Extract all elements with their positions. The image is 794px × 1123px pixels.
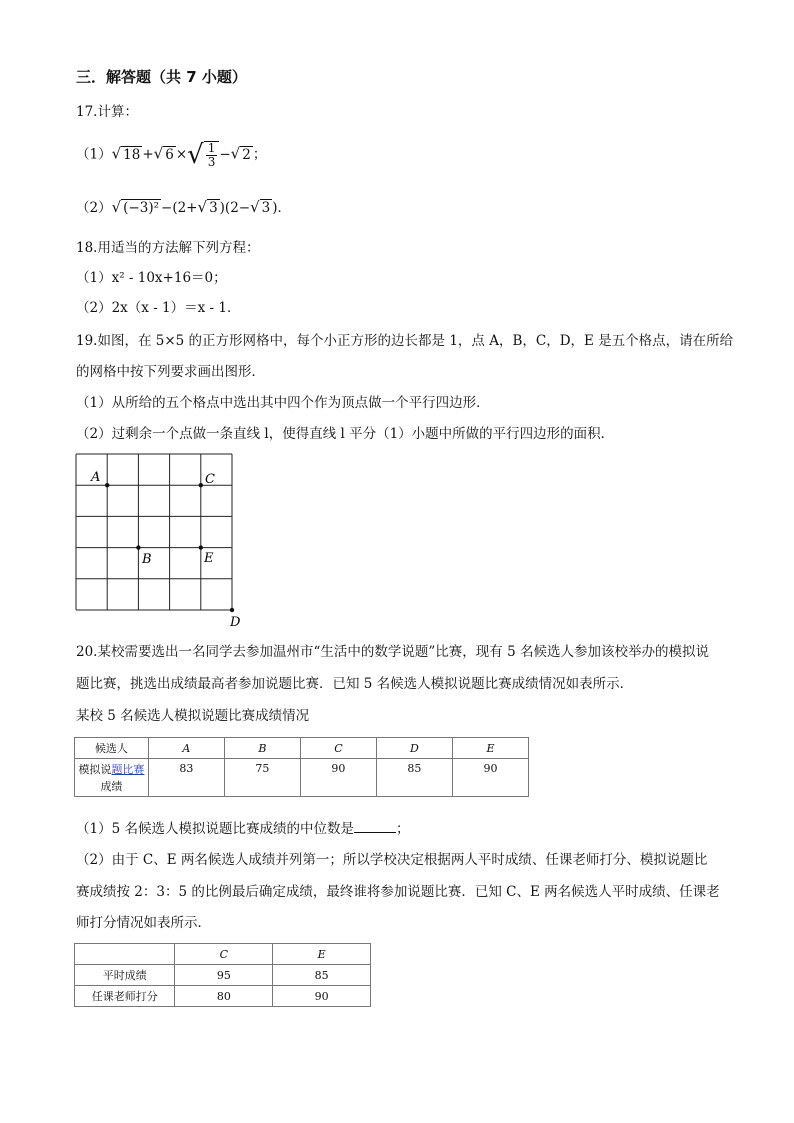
table-row bbox=[75, 759, 529, 797]
q20-p1-text: （1）5 名候选人模拟说题比赛成绩的中位数是 bbox=[76, 821, 354, 837]
q18-part2: （2）2x（x - 1）＝x - 1． bbox=[76, 300, 241, 316]
sqrt-symbol: √ bbox=[111, 198, 122, 216]
q17-p1-label: （1） bbox=[76, 146, 112, 163]
point-c-label: C bbox=[205, 472, 215, 487]
q17-p2-radicand-2: 3 bbox=[261, 200, 271, 216]
row-label-link[interactable]: 题比赛 bbox=[111, 762, 145, 776]
q17-p2-mid2: )(2− bbox=[219, 200, 251, 216]
q20-part2-line3: 师打分情况如表所示． bbox=[76, 915, 211, 931]
sqrt-symbol: √ bbox=[187, 140, 204, 170]
table-row bbox=[75, 965, 371, 986]
col-e: E bbox=[273, 944, 371, 965]
row-label-teacher: 任课老师打分 bbox=[75, 986, 175, 1007]
q20-part2-line1: （2）由于 C、E 两名候选人成绩并列第一；所以学校决定根据两人平时成绩、任课老师打分、模拟说题比 bbox=[76, 852, 708, 868]
table-row bbox=[75, 986, 371, 1007]
q17-part1 bbox=[76, 140, 266, 170]
point-a-label: A bbox=[91, 470, 101, 485]
q20-stem-line1: 20.某校需要选出一名同学去参加温州市“生活中的数学说题”比赛，现有 5 名候选人参加该校举办的模拟说 bbox=[76, 644, 709, 660]
q20-p1-end: ； bbox=[395, 821, 410, 837]
point-e-label: E bbox=[204, 551, 214, 566]
point-d-label: D bbox=[230, 615, 241, 630]
row-label-usual: 平时成绩 bbox=[75, 965, 175, 986]
point-c-dot bbox=[199, 483, 203, 487]
q17-p2-end: )． bbox=[272, 200, 292, 216]
q17-p2-radicand: (−3)² bbox=[123, 200, 160, 216]
q17-p1-radicand-1: 18 bbox=[123, 146, 141, 163]
row-label-part2: 成绩 bbox=[100, 779, 123, 793]
q19-part2: （2）过剩余一个点做一条直线 l，使得直线 l 平分（1）小题中所做的平行四边形的面积． bbox=[76, 426, 615, 442]
q17-part2 bbox=[76, 196, 291, 216]
q17-p1-radicand-3: 2 bbox=[242, 146, 251, 163]
q20-part2-line2: 赛成绩按 2：3：5 的比例最后确定成绩，最终谁将参加说题比赛．已知 C、E 两名候选人平时成绩、任课老 bbox=[76, 884, 720, 900]
q19-stem-line1: 19.如图，在 5×5 的正方形网格中，每个小正方形的边长都是 1，点 A，B，C，D，E 是五个格点，请在所给 bbox=[76, 333, 734, 349]
candidate-a: A bbox=[148, 738, 224, 759]
point-b-dot bbox=[136, 545, 140, 549]
score-c: 90 bbox=[300, 759, 376, 797]
score-row-label bbox=[75, 759, 149, 797]
teacher-c: 80 bbox=[175, 986, 273, 1007]
candidate-e: E bbox=[452, 738, 528, 759]
usual-e: 85 bbox=[273, 965, 371, 986]
q17-p1-radicand-2: 6 bbox=[165, 146, 174, 163]
table-header-label: 候选人 bbox=[75, 738, 149, 759]
table-header-row bbox=[75, 944, 371, 965]
table-header-row bbox=[75, 738, 529, 759]
q17-p1-denominator: 3 bbox=[207, 154, 216, 169]
row-label-part1: 模拟说 bbox=[78, 762, 112, 776]
q20-part1 bbox=[76, 817, 409, 837]
q17-p1-times: × bbox=[175, 146, 188, 163]
q17-p2-mid: −(2+ bbox=[161, 200, 198, 216]
q18-part1: （1）x² - 10x+16＝0； bbox=[76, 270, 227, 286]
point-e-dot bbox=[199, 545, 203, 549]
q17-p1-numerator: 1 bbox=[207, 140, 216, 155]
sqrt-symbol: √ bbox=[197, 198, 208, 216]
q19-part1: （1）从所给的五个格点中选出其中四个作为顶点做一个平行四边形． bbox=[76, 395, 490, 411]
score-d: 85 bbox=[376, 759, 452, 797]
q17-p2-label: （2） bbox=[76, 200, 112, 216]
score-e: 90 bbox=[452, 759, 528, 797]
empty-corner-cell bbox=[75, 944, 175, 965]
q17-p1-minus: − bbox=[219, 146, 231, 163]
usual-c: 95 bbox=[175, 965, 273, 986]
q19-stem-line2: 的网格中按下列要求画出图形． bbox=[76, 364, 265, 380]
q17-p1-fraction bbox=[206, 142, 218, 169]
q17-p1-end: ； bbox=[252, 146, 267, 163]
q17-p1-fraction-radicand bbox=[204, 141, 220, 169]
q20-score-table bbox=[74, 737, 529, 797]
q17-stem: 17.计算： bbox=[76, 104, 138, 120]
q17-p1-plus: + bbox=[142, 146, 154, 163]
q19-grid-figure bbox=[60, 448, 260, 633]
answer-blank[interactable] bbox=[354, 820, 396, 833]
candidate-b: B bbox=[224, 738, 300, 759]
section-title: 三．解答题（共 7 小题） bbox=[76, 68, 247, 86]
q20-cd-table bbox=[74, 943, 371, 1007]
point-a-dot bbox=[105, 483, 109, 487]
sqrt-symbol: √ bbox=[250, 198, 260, 216]
score-b: 75 bbox=[224, 759, 300, 797]
sqrt-symbol: √ bbox=[111, 144, 122, 163]
candidate-c: C bbox=[300, 738, 376, 759]
sqrt-symbol: √ bbox=[153, 144, 164, 163]
candidate-d: D bbox=[376, 738, 452, 759]
q18-stem: 18.用适当的方法解下列方程： bbox=[76, 240, 260, 256]
point-d-dot bbox=[230, 608, 234, 612]
col-c: C bbox=[175, 944, 273, 965]
q20-stem-line2: 题比赛，挑选出成绩最高者参加说题比赛．已知 5 名候选人模拟说题比赛成绩情况如表所示． bbox=[76, 676, 634, 692]
q20-table-title: 某校 5 名候选人模拟说题比赛成绩情况 bbox=[76, 708, 310, 724]
score-a: 83 bbox=[148, 759, 224, 797]
sqrt-symbol: √ bbox=[230, 144, 241, 163]
teacher-e: 90 bbox=[273, 986, 371, 1007]
q17-p2-radicand-1: 3 bbox=[209, 200, 218, 216]
point-b-label: B bbox=[142, 552, 152, 567]
